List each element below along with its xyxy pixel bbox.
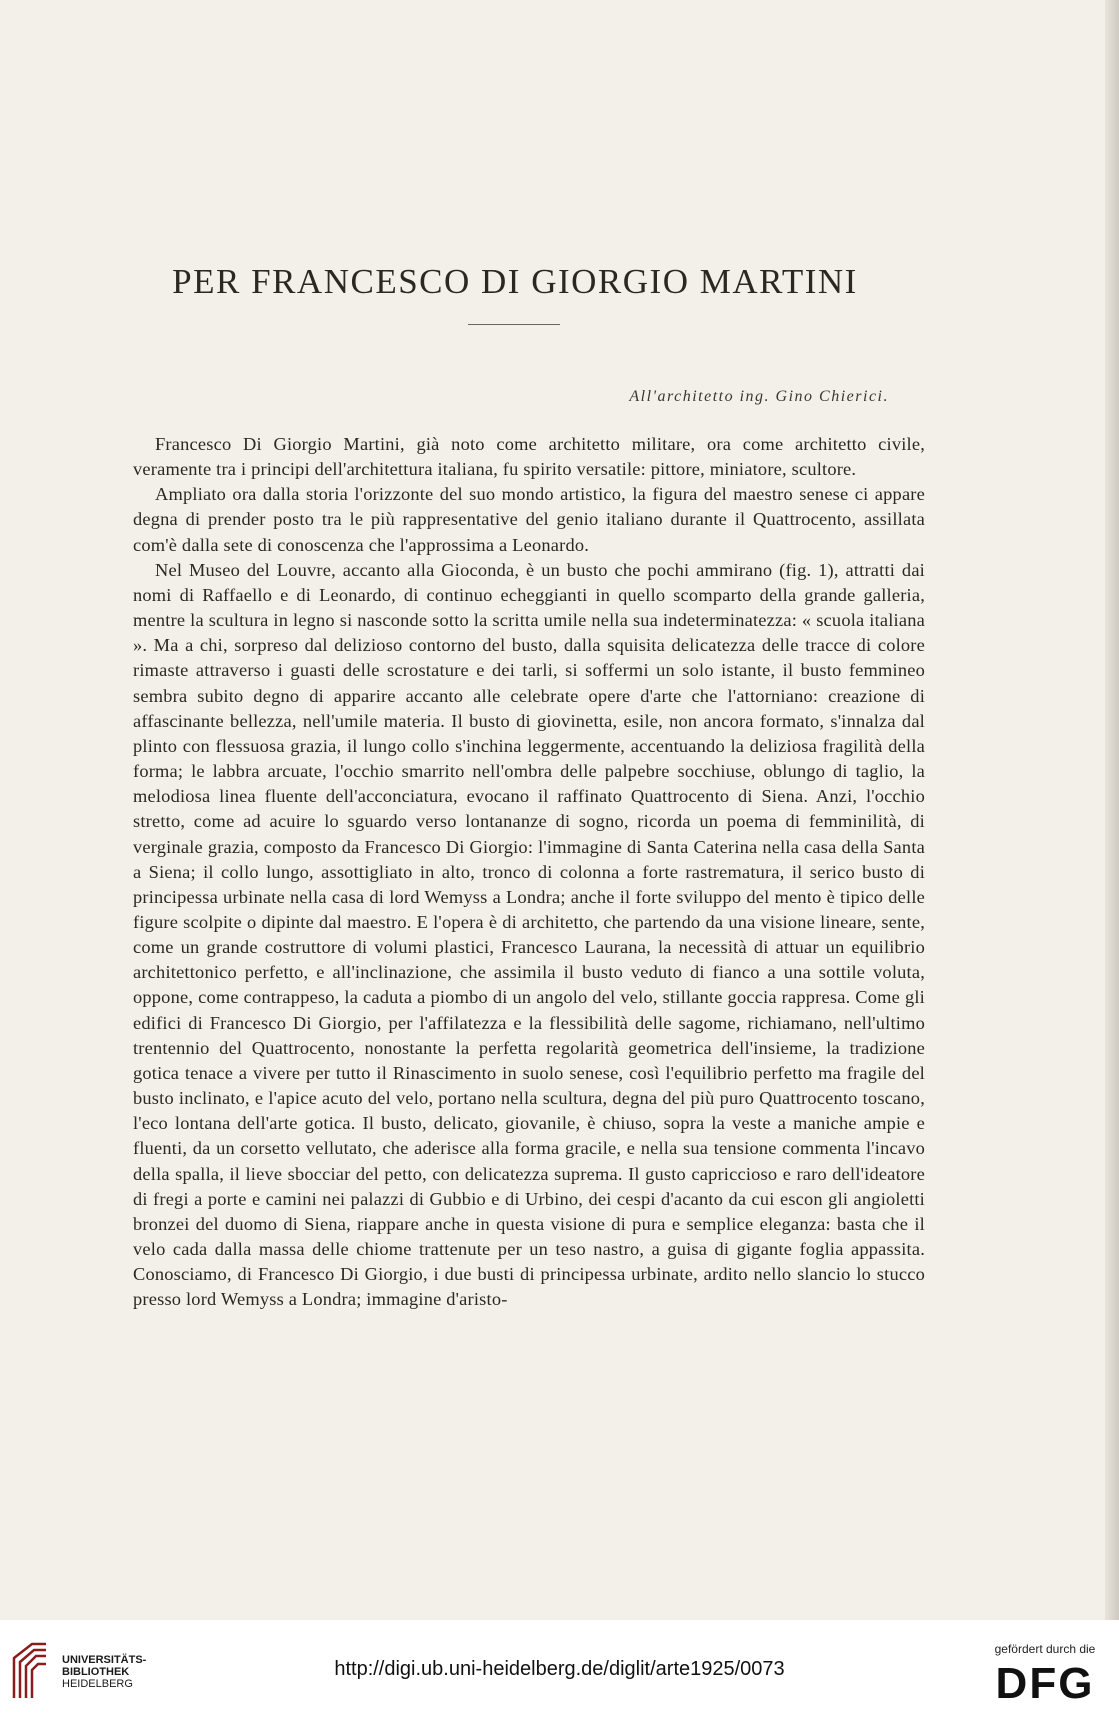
library-name-line: HEIDELBERG: [62, 1678, 133, 1690]
paragraph: Ampliato ora dalla storia l'orizzonte del suo mondo artistico, la figura del maestro senese ci appare degna di prender posto tra le più rappresentative del genio italiano durante il Quattrocento, assillata com'è dalla sete di conoscenza che l'approssima a Leonardo.: [133, 484, 925, 555]
page-edge-shadow: [1105, 0, 1119, 1620]
dedication: All'architetto ing. Gino Chierici.: [629, 388, 889, 405]
paragraph: Nel Museo del Louvre, accanto alla Gioconda, è un busto che pochi ammirano (fig. 1), attratti dai nomi di Raffaello e di Leonardo, di continuo echeggianti in quello scomparto della grande galleria, mentre la scultura in legno si nasconde sotto la scritta umile nella sua indeterminatezza: « scuola italiana ». Ma a chi, sorpreso dal delizioso contorno del busto, dalla squisita delicatezza delle tracce di colore rimaste attraverso i guasti delle scrostature e dei tarli, si soffermi un solo istante, il busto femmineo sembra subito degno di apparire accanto alle celebrate opere d'arte che l'attorniano: creazione di affascinante bellezza, nell'umile materia. Il busto di giovinetta, esile, non ancora formato, s'innalza dal plinto con flessuosa grazia, il lungo collo s'inchina leggermente, accentuando la deliziosa fragilità della forma; le labbra arcuate, l'occhio smarrito nell'ombra delle palpebre socchiuse, oblungo di taglio, la melodiosa linea fluente dell'acconciatura, evocano il raffinato Quattrocento di Siena. Anzi, l'occhio stretto, come ad acuire lo sguardo verso lontananze di sogno, ricorda un poema di femminilità, di verginale grazia, composto da Francesco Di Giorgio: l'immagine di Santa Caterina nella casa della Santa a Siena; il collo lungo, assottigliato in alto, tronco di colonna a forte rastrematura, il serico busto di principessa urbinate nella casa di lord Wemyss a Londra; anche il forte sviluppo del mento è tipico delle figure scolpite o dipinte dal maestro. E l'opera è di architetto, che partendo da una visione lineare, sente, come un grande costruttore di volumi plastici, Francesco Laurana, la necessità di attuar un equilibrio architettonico perfetto, e all'inclinazione, che assimila il busto veduto di fianco a una sottile voluta, oppone, come contrappeso, la caduta a piombo di un angolo del velo, stillante goccia rappresa. Come gli edifici di Francesco Di Giorgio, per l'affilatezza e la flessibilità delle sagome, richiamano, nell'ultimo trentennio del Quattrocento, nonostante la perfetta regolarità geometrica dell'insieme, la tradizione gotica tenace a vivere per tutto il Rinascimento in suolo senese, così l'equilibrio perfetto ma fragile del busto inclinato, e l'apice acuto del velo, portano nella scultura, degna del più puro Quattrocento toscano, l'eco lontana dell'arte gotica. Il busto, delicato, giovanile, è chiuso, sopra la veste a maniche ampie e fluenti, da un corsetto vellutato, che aderisce alla forma gracile, e nella sua tensione commenta l'incavo della spalla, il lieve sbocciar del petto, con delicatezza suprema. Il gusto capriccioso e raro dell'ideatore di fregi a porte e camini nei palazzi di Gubbio e di Urbino, dei cespi d'acanto da cui escon gli angioletti bronzei del duomo di Siena, riappare anche in questa visione di pura e semplice eleganza: basta che il velo cada dalla massa delle chiome trattenute per un teso nastro, a guisa di gigante foglia appassita. Conosciamo, di Francesco Di Giorgio, i due busti di principessa urbinate, ardito nello slancio lo stucco presso lord Wemyss a Londra; immagine d'aristo-: [133, 559, 925, 1310]
footer-bar: [0, 1620, 1119, 1732]
permalink-url[interactable]: http://digi.ub.uni-heidelberg.de/diglit/arte1925/0073: [334, 1658, 785, 1680]
funder-logo[interactable]: [985, 1642, 1105, 1708]
paragraph: Francesco Di Giorgio Martini, già noto come architetto militare, ora come architetto civile, veramente tra i principi dell'architettura italiana, fu spirito versatile: pittore, miniatore, scultore.: [133, 434, 925, 480]
title-divider: [468, 324, 560, 325]
article-body: [133, 432, 925, 1312]
dfg-wordmark: DFG: [995, 1659, 1095, 1708]
library-name-line: BIBLIOTHEK: [62, 1666, 130, 1678]
article-title: PER FRANCESCO DI GIORGIO MARTINI: [172, 262, 858, 301]
library-name-line: UNIVERSITÄTS-: [62, 1654, 147, 1666]
funding-caption: gefördert durch die: [994, 1642, 1096, 1656]
